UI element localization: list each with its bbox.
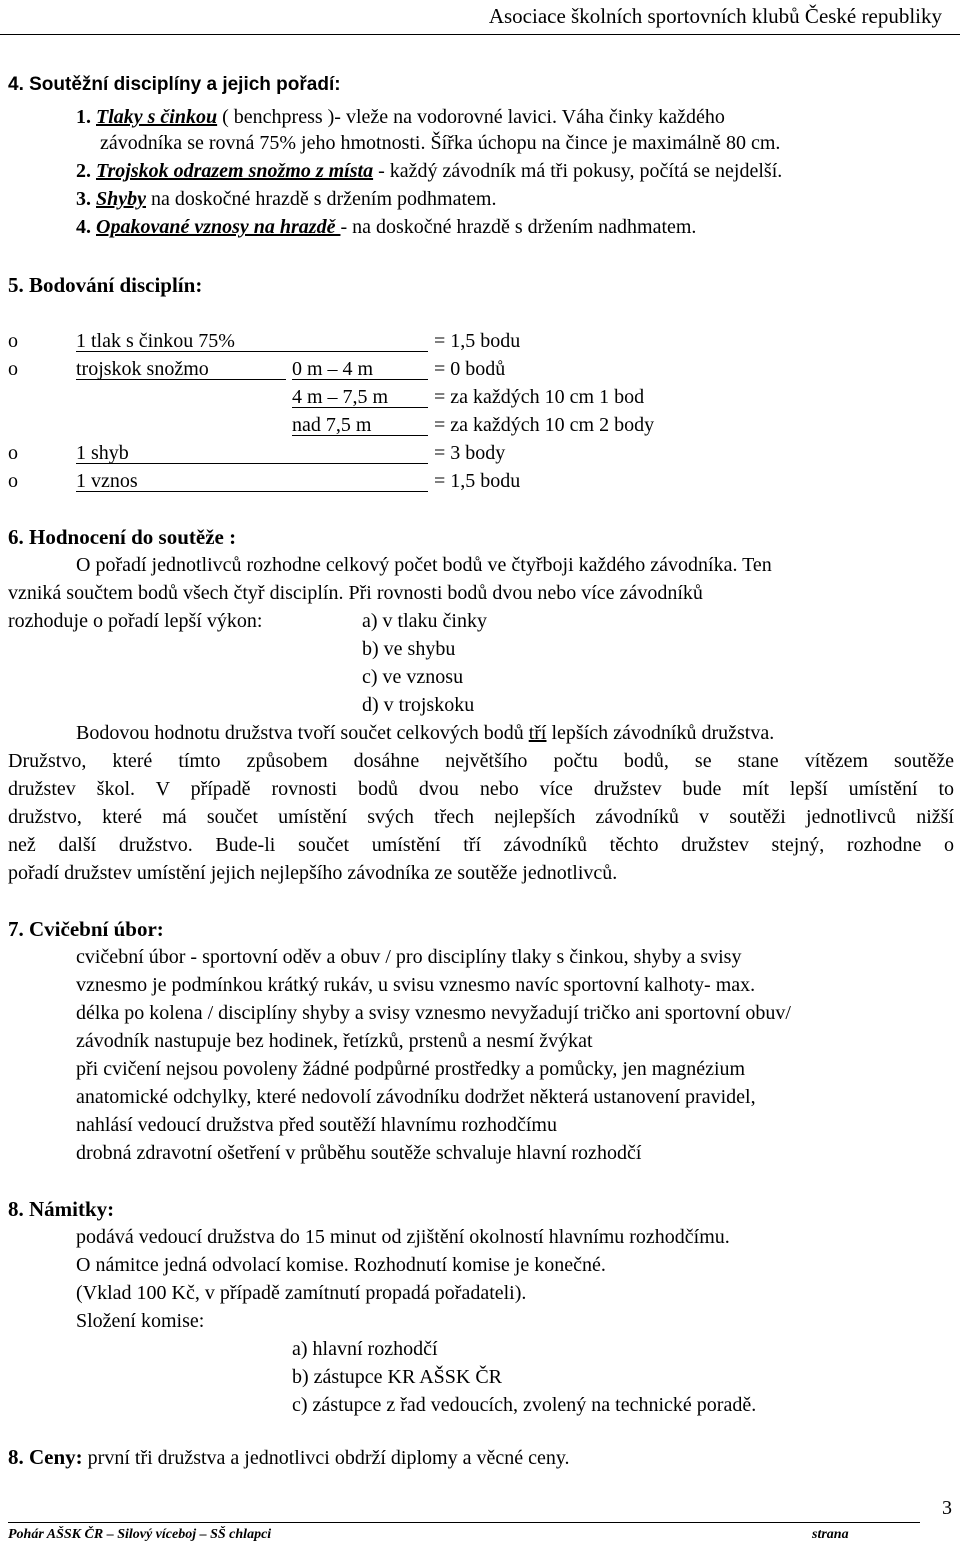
team-evaluation: družstev škol. V případě rovnosti bodů dvou nebo více družstev bude mít lepší umístění to [8,778,954,800]
objection-text: O námitce jedná odvolací komise. Rozhodnutí komise je konečné. [76,1254,606,1276]
objection-text: (Vklad 100 Kč, v případě zamítnutí propadá pořadateli). [76,1282,527,1304]
bullet: o [8,442,18,464]
underline [76,463,428,464]
objection-text: podává vedoucí družstva do 15 minut od zjištění okolností hlavnímu rozhodčímu. [76,1226,730,1248]
score-label: 1 shyb [76,442,129,464]
header-title: Asociace školních sportovních klubů České republiky [488,4,942,28]
discipline-4: 4. Opakované vznosy na hrazdě - na doskočné hrazdě s držením nadhmatem. [76,216,697,238]
score-points: = 0 bodů [434,358,506,380]
underline [76,379,286,380]
bullet: o [8,330,18,352]
attire-rule: délka po kolena / disciplíny shyby a svisy vznesmo nevyžadují tričko ani sportovní obuv/ [76,1002,791,1024]
evaluation-text: rozhoduje o pořadí lepší výkon: [8,610,263,632]
score-points: = 1,5 bodu [434,470,521,492]
page-number: 3 [942,1497,952,1519]
team-evaluation: než další družstvo. Bude-li součet umístění tří závodníků těchto družstev stejný, rozhodne o [8,834,954,856]
attire-rule: při cvičení nejsou povoleny žádné podpůrné prostředky a pomůcky, jen magnézium [76,1058,746,1080]
tiebreak-option: d) v trojskoku [362,694,475,716]
evaluation-text: vzniká součtem bodů všech čtyř disciplín. Při rovnosti bodů dvou nebo více závodníků [8,582,703,604]
underline [292,407,428,408]
attire-rule: závodník nastupuje bez hodinek, řetízků, prstenů a nesmí žvýkat [76,1030,593,1052]
committee-member: c) zástupce z řad vedoucích, zvolený na technické poradě. [292,1394,757,1416]
team-evaluation: pořadí družstev umístění jejich nejlepšího závodníka ze soutěže jednotlivců. [8,862,618,884]
team-evaluation: družstvo, které má součet umístění svých třech nejlepších závodníků v soutěži jednotlivců nižší [8,806,954,828]
discipline-2-title: Trojskok odrazem snožmo z místa [96,160,374,182]
score-points: = 1,5 bodu [434,330,521,352]
footer-rule [8,1522,920,1523]
section-7-heading: 7. Cvičební úbor: [8,917,164,941]
tiebreak-option: b) ve shybu [362,638,456,660]
attire-rule: nahlásí vedoucí družstva před soutěží hlavnímu rozhodčímu [76,1114,557,1136]
discipline-1-cont: závodníka se rovná 75% jeho hmotnosti. Šířka úchopu na čince je maximálně 80 cm. [100,132,781,154]
footer-right: strana [812,1527,849,1542]
discipline-1-title: Tlaky s činkou [96,106,218,128]
discipline-3: 3. Shyby na doskočné hrazdě s držením podhmatem. [76,188,497,210]
section-4-heading: 4. Soutěžní disciplíny a jejich pořadí: [8,74,341,95]
discipline-1: 1. Tlaky s činkou ( benchpress )- vleže na vodorovné lavici. Váha činky každého [76,106,725,128]
discipline-3-title: Shyby [96,188,146,210]
evaluation-text: O pořadí jednotlivců rozhodne celkový počet bodů ve čtyřboji každého závodníka. Ten [76,554,772,576]
score-points: = za každých 10 cm 1 bod [434,386,645,408]
team-evaluation: Bodovou hodnotu družstva tvoří součet celkových bodů tří lepších závodníků družstva. [76,722,775,744]
underline [76,491,428,492]
attire-rule: vznesmo je podmínkou krátký rukáv, u svisu vznesmo navíc sportovní kalhoty- max. [76,974,756,996]
header-rule [0,34,960,35]
score-range: 4 m – 7,5 m [292,386,389,408]
tiebreak-option: a) v tlaku činky [362,610,487,632]
prizes: 8. Ceny: první tři družstva a jednotlivci obdrží diplomy a věcné ceny. [8,1445,570,1469]
footer-left: Pohár AŠSK ČR – Silový víceboj – SŠ chlapci [8,1527,272,1542]
score-points: = 3 body [434,442,506,464]
section-5-heading: 5. Bodování disciplín: [8,273,203,297]
committee-member: a) hlavní rozhodčí [292,1338,438,1360]
objection-text: Složení komise: [76,1310,205,1332]
prizes-heading: 8. Ceny: [8,1445,83,1469]
page-header [0,0,960,36]
score-label: trojskok snožmo [76,358,209,380]
section-8-heading: 8. Námitky: [8,1197,115,1221]
discipline-2: 2. Trojskok odrazem snožmo z místa - každý závodník má tři pokusy, počítá se nejdelší. [76,160,783,182]
score-label: 1 tlak s činkou 75% [76,330,235,352]
attire-rule: drobná zdravotní ošetření v průběhu soutěže schvaluje hlavní rozhodčí [76,1142,642,1164]
score-label: 1 vznos [76,470,138,492]
underline [292,379,428,380]
score-range: nad 7,5 m [292,414,372,436]
discipline-4-title: Opakované vznosy na hrazdě [96,216,341,238]
underline [292,435,428,436]
tiebreak-option: c) ve vznosu [362,666,464,688]
score-range: 0 m – 4 m [292,358,374,380]
score-points: = za každých 10 cm 2 body [434,414,655,436]
committee-member: b) zástupce KR AŠSK ČR [292,1366,502,1388]
section-6-heading: 6. Hodnocení do soutěže : [8,525,237,549]
attire-rule: cvičební úbor - sportovní oděv a obuv / pro disciplíny tlaky s činkou, shyby a svisy [76,946,742,968]
underline [76,351,428,352]
team-evaluation: Družstvo, které tímto způsobem dosáhne největšího počtu bodů, se stane vítězem soutěže [8,750,954,772]
bullet: o [8,470,18,492]
attire-rule: anatomické odchylky, které nedovolí závodníku dodržet některá ustanovení pravidel, [76,1086,756,1108]
bullet: o [8,358,18,380]
